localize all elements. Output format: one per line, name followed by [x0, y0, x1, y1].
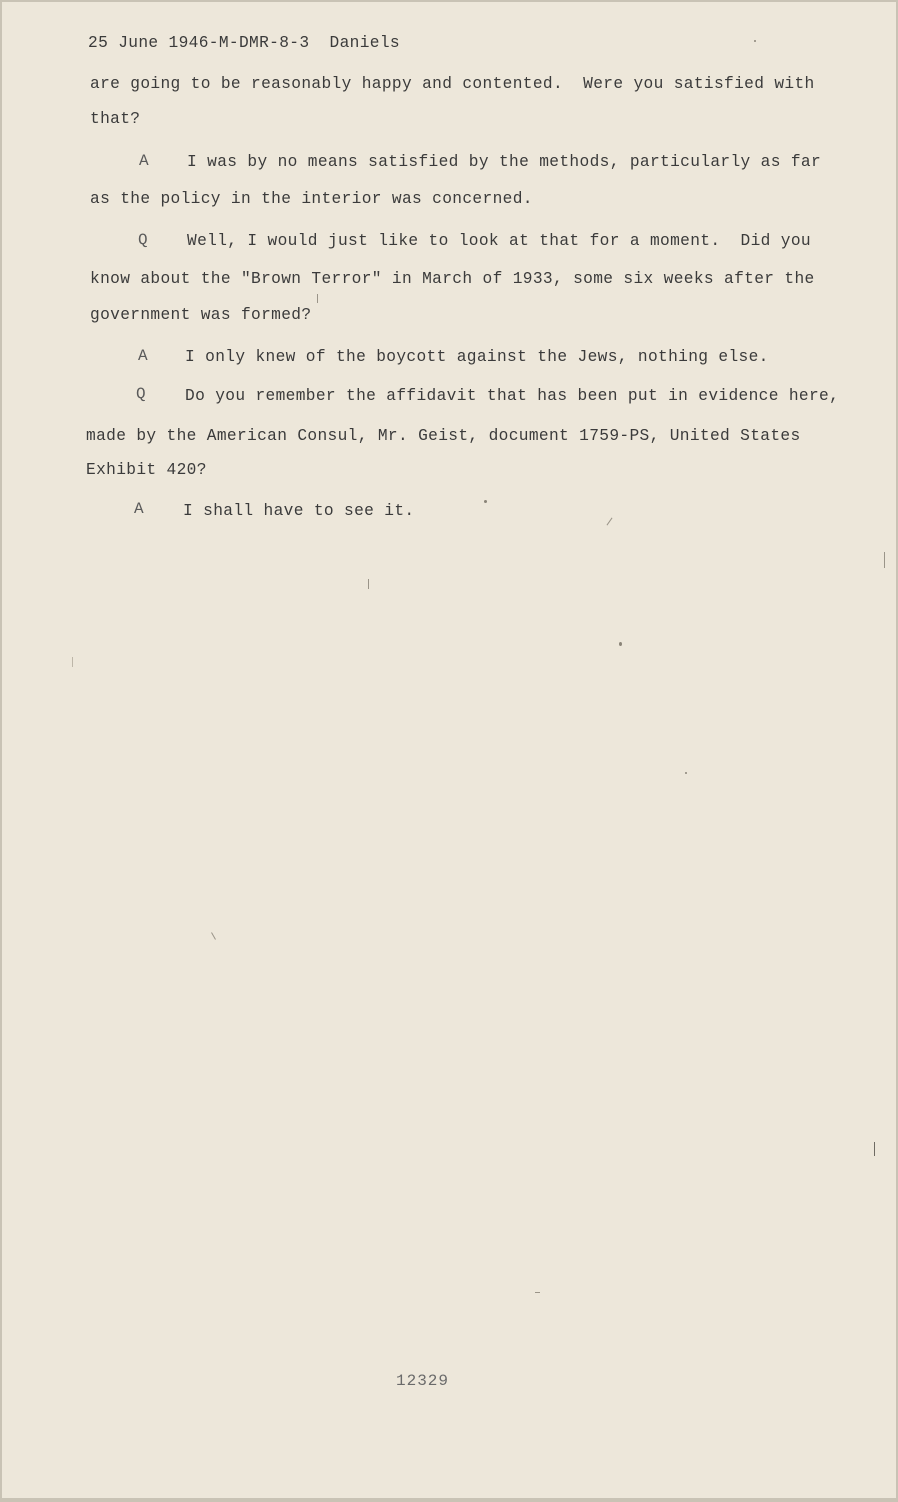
paper-speck [754, 40, 756, 42]
transcript-line: as the policy in the interior was concerned. [90, 190, 533, 208]
paper-streak [72, 657, 73, 667]
transcript-line: are going to be reasonably happy and contented. Were you satisfied with [90, 75, 815, 93]
speaker-label-answer: A [139, 152, 149, 170]
transcript-line: I was by no means satisfied by the methods, particularly as far [187, 153, 822, 171]
paper-streak [874, 1142, 875, 1156]
page-number: 12329 [396, 1372, 450, 1390]
transcript-line: Well, I would just like to look at that for a moment. Did you [187, 232, 811, 250]
paper-speck [685, 772, 687, 774]
transcript-line: government was formed? [90, 306, 312, 324]
transcript-line: Exhibit 420? [86, 461, 207, 479]
document-page [2, 2, 896, 1498]
page-header: 25 June 1946-M-DMR-8-3 Daniels [88, 34, 400, 52]
transcript-line: I shall have to see it. [183, 502, 415, 520]
speaker-label-question: Q [136, 385, 146, 403]
paper-streak [317, 294, 318, 303]
speaker-label-answer: A [134, 500, 144, 518]
speaker-label-answer: A [138, 347, 148, 365]
transcript-line: I only knew of the boycott against the Jews, nothing else. [185, 348, 769, 366]
transcript-line: Do you remember the affidavit that has been put in evidence here, [185, 387, 840, 405]
paper-streak [368, 579, 369, 589]
speaker-label-question: Q [138, 231, 148, 249]
paper-speck [484, 500, 487, 503]
paper-streak [211, 932, 216, 939]
paper-streak [535, 1292, 540, 1293]
transcript-line: that? [90, 110, 141, 128]
paper-streak [884, 552, 885, 568]
paper-streak [607, 518, 613, 526]
paper-speck [619, 642, 622, 646]
transcript-line: know about the "Brown Terror" in March of 1933, some six weeks after the [90, 270, 815, 288]
transcript-line: made by the American Consul, Mr. Geist, document 1759-PS, United States [86, 427, 801, 445]
